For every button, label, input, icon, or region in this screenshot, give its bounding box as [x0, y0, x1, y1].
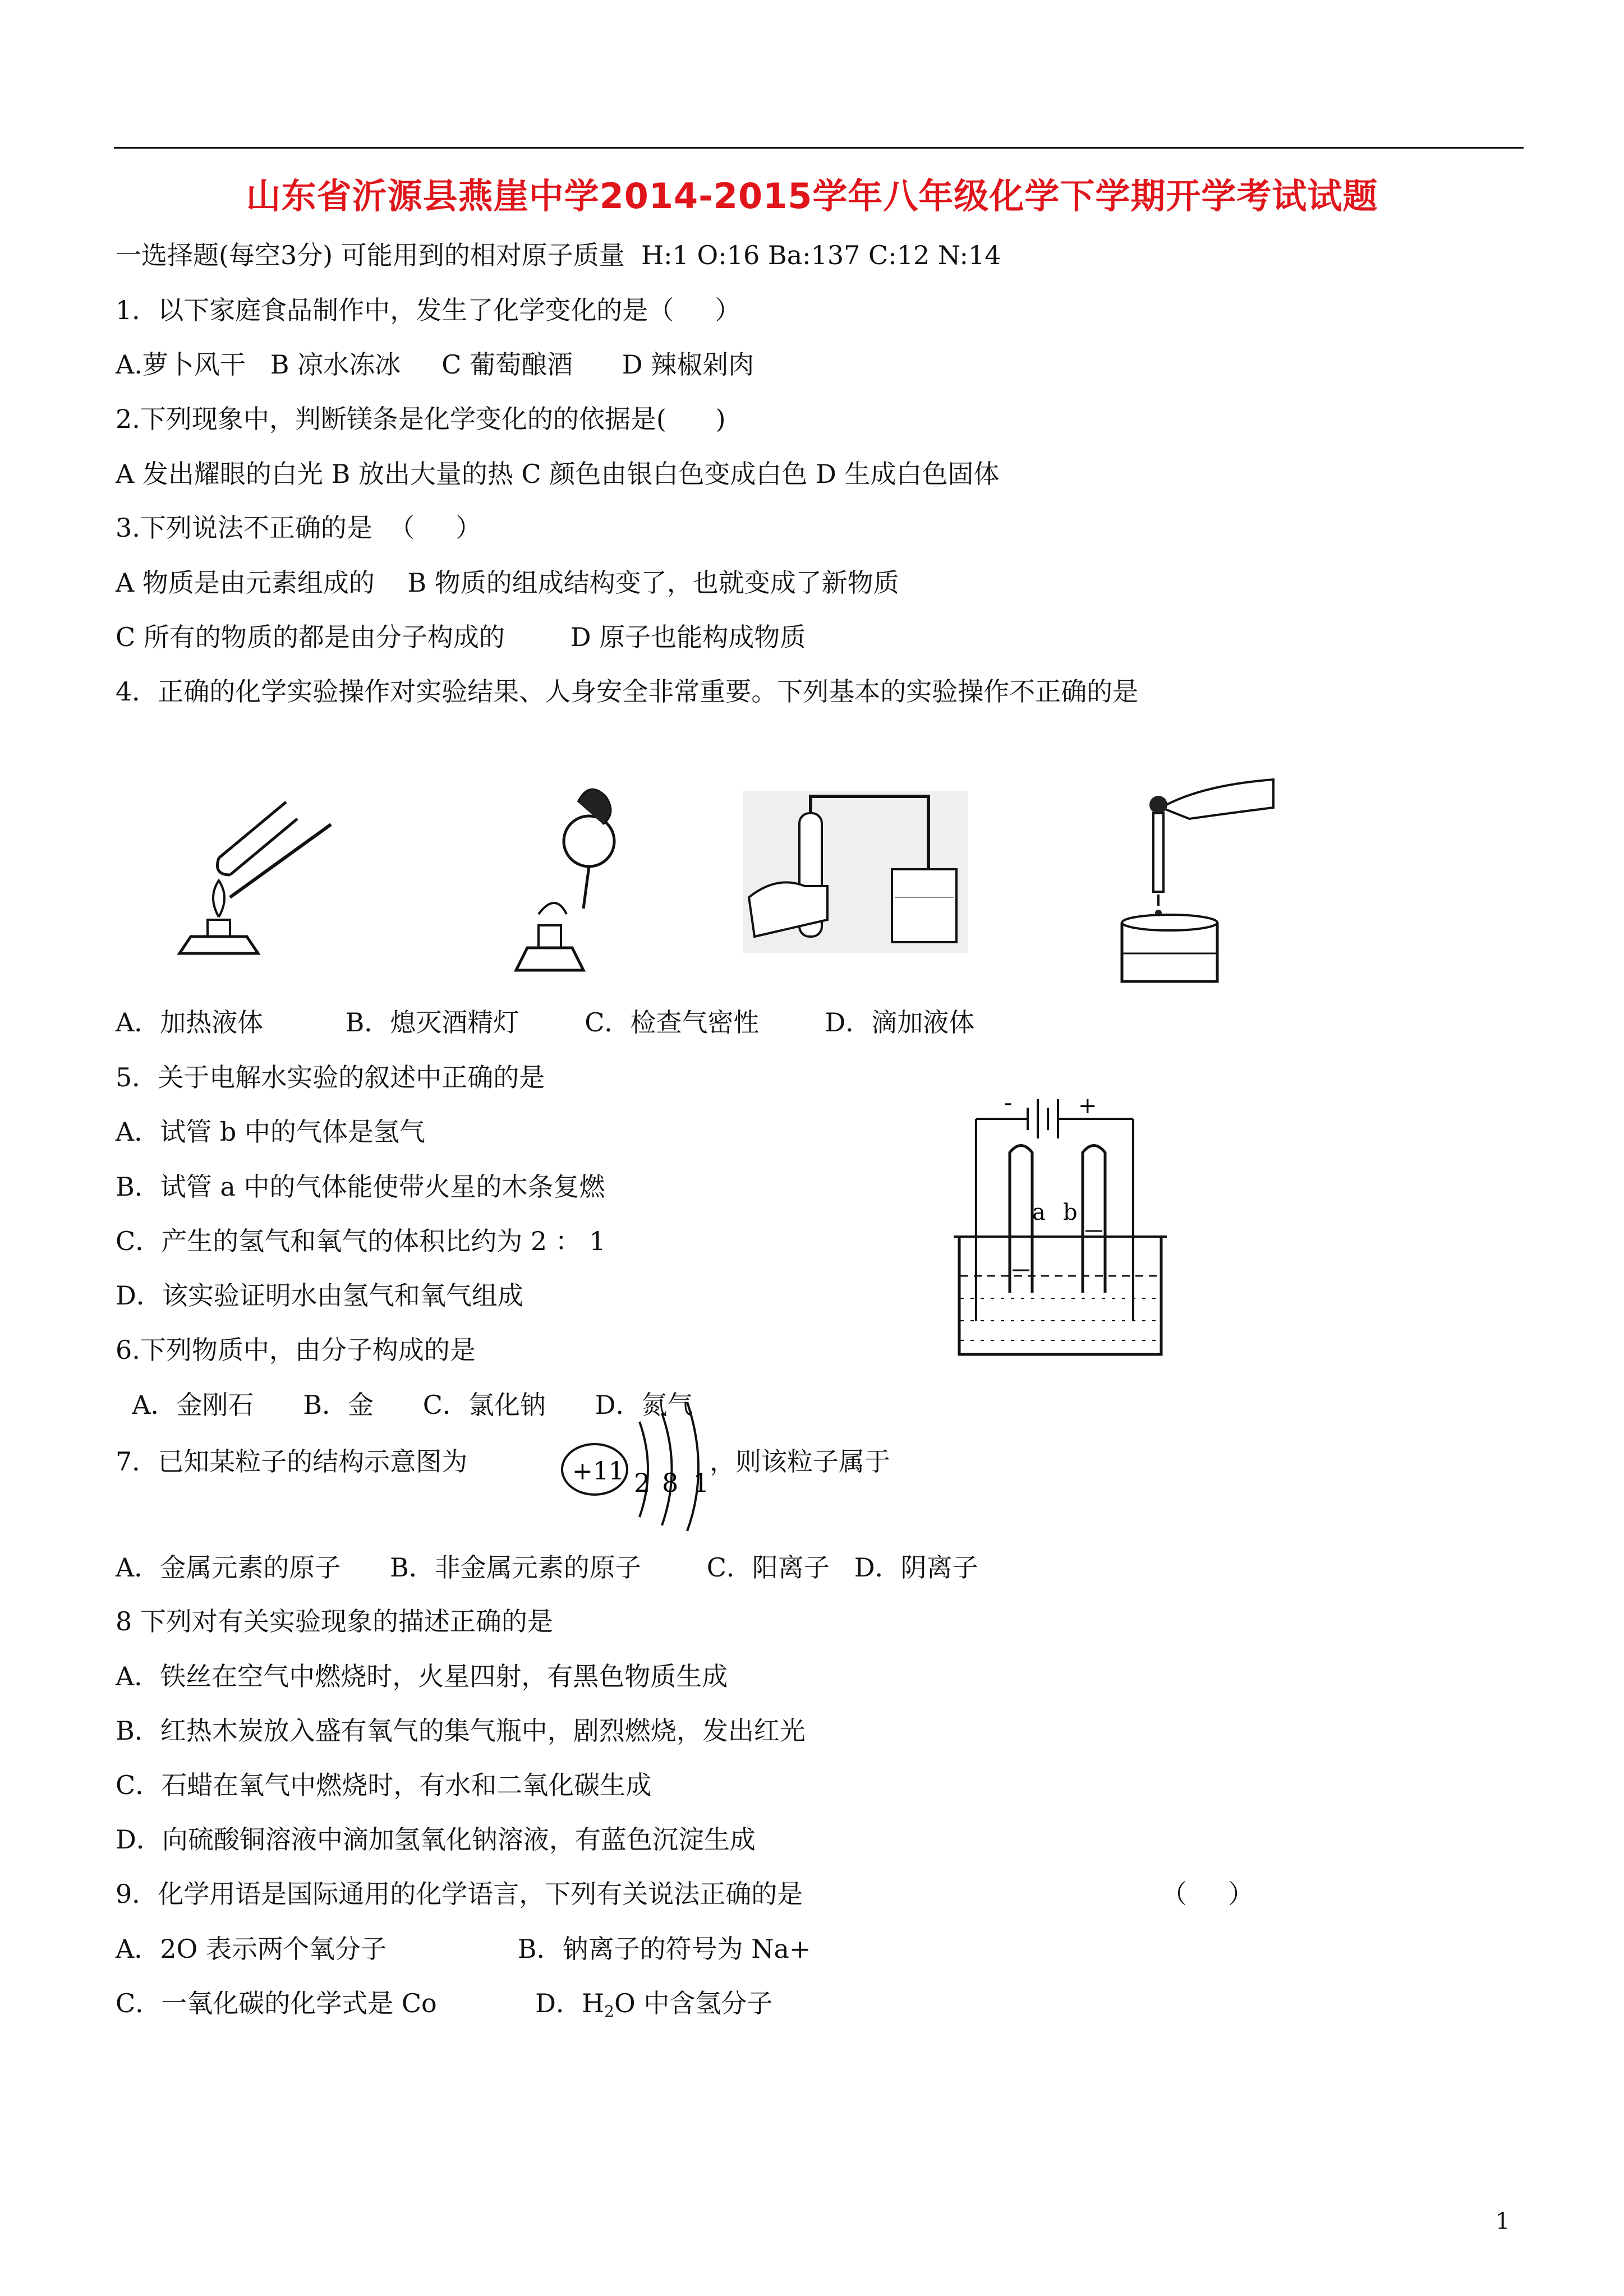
q2-options: A 发出耀眼的白光 B 放出大量的热 C 颜色由银白色变成白色 D 生成白色固体 [116, 459, 1000, 489]
page-number: 1 [1496, 2209, 1510, 2234]
q4-options: A．加热液体 B．熄灭酒精灯 C．检查气密性 D．滴加液体 [116, 1007, 975, 1038]
q9-options-ab: A．2O 表示两个氧分子 B．钠离子的符号为 Na+ [116, 1934, 811, 1964]
q2-stem: 2.下列现象中，判断镁条是化学变化的的依据是( ) [116, 404, 726, 434]
q9-stem: 9．化学用语是国际通用的化学语言，下列有关说法正确的是 [116, 1879, 803, 1909]
q3-options-cd: C 所有的物质的都是由分子构成的 D 原子也能构成物质 [116, 622, 806, 652]
tube-a-label: a [1032, 1200, 1046, 1225]
q9-options-cd [116, 1990, 772, 2020]
header-rule [114, 147, 1524, 149]
q6-options: A．金刚石 B．金 C．氯化钠 D．氮气 [116, 1390, 693, 1420]
q4-stem: 4．正确的化学实验操作对实验结果、人身安全非常重要。下列基本的实验操作不正确的是 [116, 676, 1139, 707]
q3-options-ab: A 物质是由元素组成的 B 物质的组成结构变了，也就变成了新物质 [116, 568, 899, 598]
q8-option-a: A．铁丝在空气中燃烧时，火星四射，有黑色物质生成 [116, 1661, 728, 1691]
shell-1-count: 2 [634, 1468, 651, 1498]
q9-option-c: C．一氧化碳的化学式是 Co D．H [116, 1988, 605, 2018]
q8-option-c: C．石蜡在氧气中燃烧时，有水和二氧化碳生成 [116, 1770, 652, 1800]
page-title: 山东省沂源县燕崖中学2014-2015学年八年级化学下学期开学考试试题 [246, 176, 1378, 216]
tube-b-label: b [1063, 1200, 1078, 1225]
heating-liquid-figure [168, 768, 353, 970]
dropping-liquid-figure [1116, 774, 1279, 987]
q9-answer-paren: （ ） [1161, 1879, 1254, 1909]
q3-stem: 3.下列说法不正确的是 （ ） [116, 513, 482, 543]
q5-option-a: A．试管 b 中的气体是氢气 [116, 1117, 425, 1147]
extinguish-lamp-figure [505, 780, 634, 976]
q9-h2o-subscript: 2 [604, 2002, 614, 2021]
q8-option-d: D．向硫酸铜溶液中滴加氢氧化钠溶液，有蓝色沉淀生成 [116, 1824, 756, 1855]
airtightness-check-figure [743, 791, 968, 953]
positive-terminal-label: + [1078, 1093, 1097, 1119]
q1-options: A.萝卜风干 B 凉水冻冰 C 葡萄酿酒 D 辣椒剁肉 [116, 349, 755, 380]
q8-stem: 8 下列对有关实验现象的描述正确的是 [116, 1606, 553, 1636]
negative-terminal-label: - [1004, 1090, 1013, 1116]
q5-option-b: B．试管 a 中的气体能使带火星的木条复燃 [116, 1172, 605, 1202]
q8-option-b: B．红热木炭放入盛有氧气的集气瓶中，剧烈燃烧，发出红光 [116, 1716, 806, 1746]
q7-stem-post: ，则该粒子属于 [710, 1446, 890, 1477]
shell-2-count: 8 [662, 1468, 679, 1498]
nucleus-charge: +11 [572, 1457, 624, 1486]
q6-stem: 6.下列物质中，由分子构成的是 [116, 1335, 476, 1365]
q5-stem: 5．关于电解水实验的叙述中正确的是 [116, 1062, 545, 1092]
section-header: 一选择题(每空3分) 可能用到的相对原子质量 H:1 O:16 Ba:137 C:12 N:14 [116, 240, 1001, 270]
electrolysis-figure [948, 1085, 1172, 1366]
shell-3-count: 1 [693, 1468, 710, 1498]
q5-option-d: D．该实验证明水由氢气和氧气组成 [116, 1280, 523, 1311]
q9-option-d-rest: O 中含氢分子 [614, 1988, 773, 2018]
q7-stem-pre: 7．已知某粒子的结构示意图为 [116, 1446, 468, 1477]
q1-stem: 1．以下家庭食品制作中，发生了化学变化的是（ ） [116, 295, 741, 325]
q5-option-c: C．产生的氢气和氧气的体积比约为 2 ： 1 [116, 1226, 606, 1256]
q7-options: A．金属元素的原子 B．非金属元素的原子 C．阳离子 D．阴离子 [116, 1552, 978, 1583]
